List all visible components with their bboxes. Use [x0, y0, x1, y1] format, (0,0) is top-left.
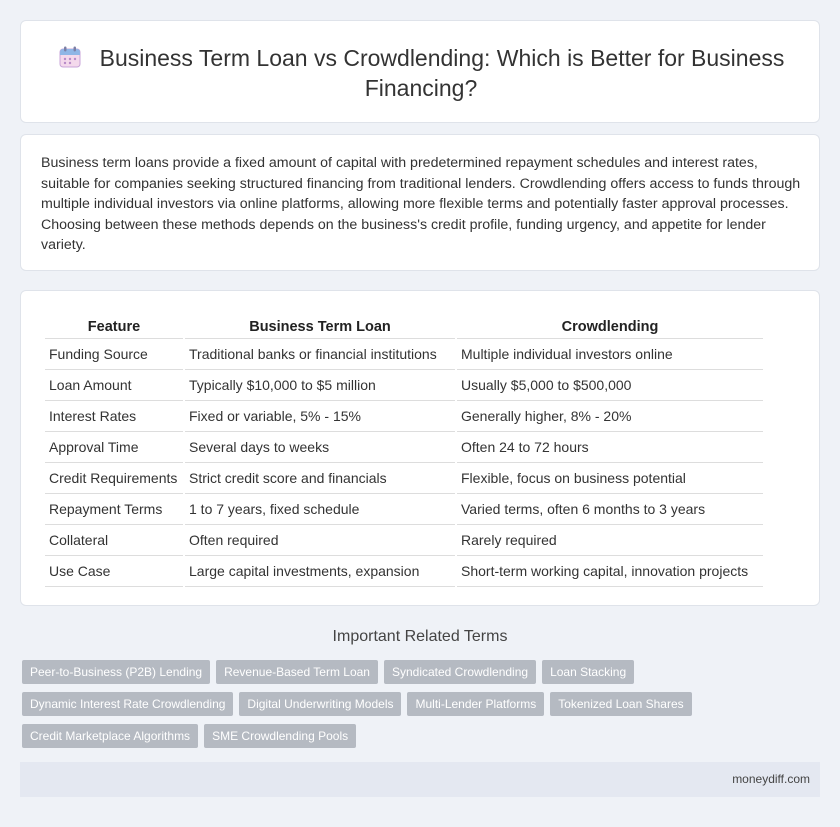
table-row: [45, 339, 763, 370]
tag-multi-lender-platforms[interactable]: Multi-Lender Platforms: [407, 692, 544, 716]
footer: [20, 762, 820, 797]
tag-dynamic-interest-rate-crowdlending[interactable]: Dynamic Interest Rate Crowdlending: [22, 692, 233, 716]
table-row: [45, 401, 763, 432]
page-title-block: [21, 43, 821, 103]
feature-cell: Loan Amount: [45, 370, 183, 401]
header-crowdlending: Crowdlending: [457, 315, 763, 339]
tag-credit-marketplace-algorithms[interactable]: Credit Marketplace Algorithms: [22, 724, 198, 748]
feature-cell: Use Case: [45, 556, 183, 587]
comparison-table: [43, 315, 765, 587]
table-row: [45, 370, 763, 401]
term-loan-cell: Several days to weeks: [185, 432, 455, 463]
tag-loan-stacking[interactable]: Loan Stacking: [542, 660, 634, 684]
feature-cell: Collateral: [45, 525, 183, 556]
feature-cell: Approval Time: [45, 432, 183, 463]
table-row: [45, 525, 763, 556]
related-terms-heading: Important Related Terms: [332, 628, 508, 645]
crowdlending-cell: Usually $5,000 to $500,000: [457, 370, 763, 401]
tag-syndicated-crowdlending[interactable]: Syndicated Crowdlending: [384, 660, 536, 684]
header-feature: Feature: [45, 315, 183, 339]
comparison-card: [20, 290, 820, 606]
tag-tokenized-loan-shares[interactable]: Tokenized Loan Shares: [550, 692, 691, 716]
calendar-icon: [58, 45, 82, 69]
crowdlending-cell: Often 24 to 72 hours: [457, 432, 763, 463]
feature-cell: Credit Requirements: [45, 463, 183, 494]
crowdlending-cell: Rarely required: [457, 525, 763, 556]
tag-revenue-based-term-loan[interactable]: Revenue-Based Term Loan: [216, 660, 378, 684]
table-row: [45, 432, 763, 463]
intro-text: Business term loans provide a fixed amount of capital with predetermined repayment schedules and interest rates, suitable for companies seeking structured financing from traditional lenders. Crowdlending offers access to funds through multiple individual investors via online platforms, allowing more flexible terms and potentially faster approval processes. Choosing between these methods depends on the business's credit profile, funding urgency, and appetite for lender variety.: [41, 155, 801, 253]
crowdlending-cell: Flexible, focus on business potential: [457, 463, 763, 494]
related-terms-list: [22, 660, 742, 748]
tag-digital-underwriting-models[interactable]: Digital Underwriting Models: [239, 692, 401, 716]
term-loan-cell: Fixed or variable, 5% - 15%: [185, 401, 455, 432]
feature-cell: Funding Source: [45, 339, 183, 370]
crowdlending-cell: Short-term working capital, innovation projects: [457, 556, 763, 587]
crowdlending-cell: Generally higher, 8% - 20%: [457, 401, 763, 432]
term-loan-cell: Traditional banks or financial institutions: [185, 339, 455, 370]
feature-cell: Interest Rates: [45, 401, 183, 432]
table-row: [45, 556, 763, 587]
intro-card: [20, 134, 820, 271]
term-loan-cell: Often required: [185, 525, 455, 556]
table-header-row: [45, 315, 763, 339]
footer-site-link[interactable]: moneydiff.com: [732, 772, 810, 786]
tag-sme-crowdlending-pools[interactable]: SME Crowdlending Pools: [204, 724, 356, 748]
feature-cell: Repayment Terms: [45, 494, 183, 525]
term-loan-cell: 1 to 7 years, fixed schedule: [185, 494, 455, 525]
term-loan-cell: Large capital investments, expansion: [185, 556, 455, 587]
crowdlending-cell: Multiple individual investors online: [457, 339, 763, 370]
term-loan-cell: Strict credit score and financials: [185, 463, 455, 494]
table-row: [45, 463, 763, 494]
header-business-term-loan: Business Term Loan: [185, 315, 455, 339]
term-loan-cell: Typically $10,000 to $5 million: [185, 370, 455, 401]
tag-p2b-lending[interactable]: Peer-to-Business (P2B) Lending: [22, 660, 210, 684]
table-row: [45, 494, 763, 525]
title-card: [20, 20, 820, 123]
crowdlending-cell: Varied terms, often 6 months to 3 years: [457, 494, 763, 525]
page-title: Business Term Loan vs Crowdlending: Which is Better for Business Financing?: [99, 45, 785, 101]
